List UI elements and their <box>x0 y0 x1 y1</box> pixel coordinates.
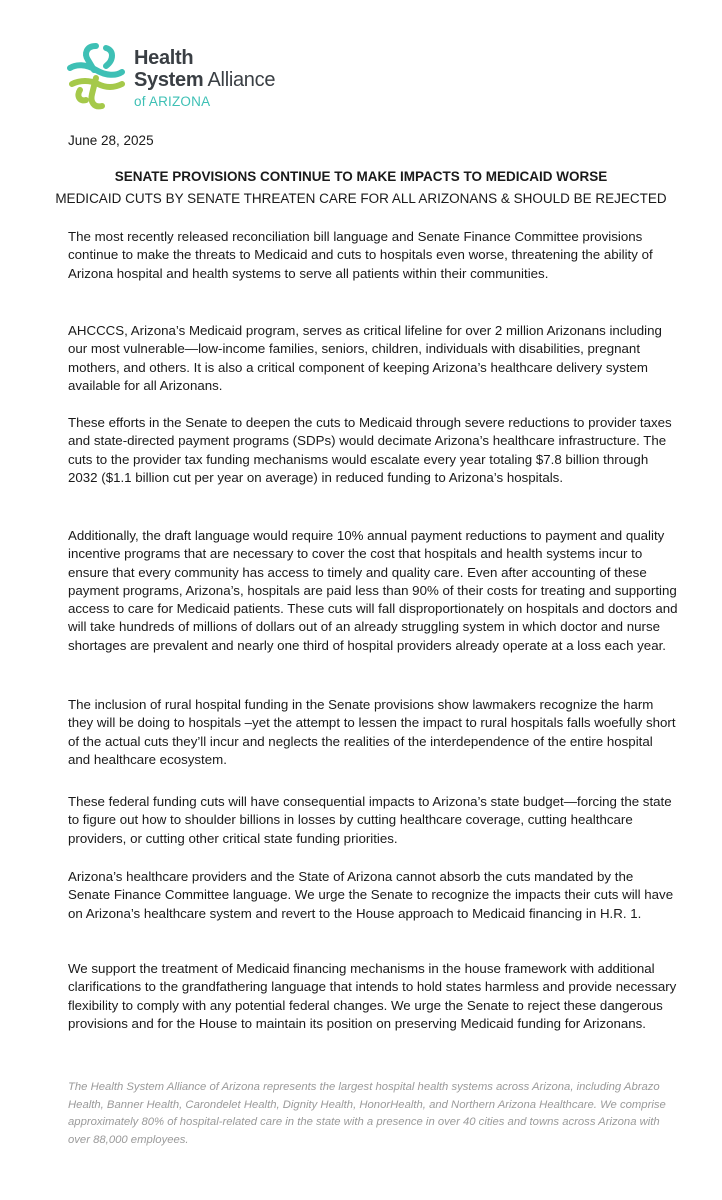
paragraph-6: These federal funding cuts will have consequential impacts to Arizona’s state budget—forcing the state to figure out how to shoulder billions in losses by cutting healthcare coverage, cutting healthcare providers, or cutting other critical state funding priorities. <box>68 794 672 846</box>
logo-line-of-arizona: of ARIZONA <box>134 94 211 109</box>
logo-line-system-alliance <box>134 70 275 92</box>
paragraph-1: The most recently released reconciliation bill language and Senate Finance Committee provisions continue to make the threats to Medicaid and cuts to hospitals even worse, threatening the ability of Arizona hospital and health systems to serve all patients within their communities. <box>68 229 653 281</box>
paragraph-8: We support the treatment of Medicaid financing mechanisms in the house framework with additional clarifications to the grandfathering language that intends to hold states harmless and provide necessary flexibility to comply with any potential federal changes. We urge the Senate to reject these dangerous provisions and for the House to maintain its position on preserving Medicaid funding for Arizonans. <box>68 961 677 1031</box>
paragraph-5: The inclusion of rural hospital funding in the Senate provisions show lawmakers recognize the harm they will be doing to hospitals –yet the attempt to lessen the impact to rural hospitals falls woefully short of the actual cuts they’ll incur and neglects the realities of the interdependence of the entire hospital and healthcare ecosystem. <box>68 697 676 767</box>
document-title: SENATE PROVISIONS CONTINUE TO MAKE IMPACTS TO MEDICAID WORSE <box>114 169 608 184</box>
health-cross-logo-icon <box>66 40 126 112</box>
logo-line-health: Health <box>134 47 194 69</box>
paragraph-3: These efforts in the Senate to deepen the cuts to Medicaid through severe reductions to provider taxes and state-directed payment programs (SDPs) would decimate Arizona’s healthcare infrastructure. The cuts to the provider tax funding mechanisms would escalate every year totaling $7.8 billion through 2032 ($1.1 billion cut per year on average) in reduced funding to Arizona’s hospitals. <box>68 415 672 485</box>
document-subtitle: MEDICAID CUTS BY SENATE THREATEN CARE FOR ALL ARIZONANS & SHOULD BE REJECTED <box>55 191 667 206</box>
organization-footnote: The Health System Alliance of Arizona represents the largest hospital health systems across Arizona, including Abrazo Health, Banner Health, Carondelet Health, Dignity Health, HonorHealth, and Northern Arizona Healthcare. We comprise approximately 80% of hospital-related care in the state with a presence in over 40 cities and towns across Arizona with over 88,000 employees. <box>68 1081 666 1147</box>
logo-word-system: System <box>134 69 204 91</box>
organization-logo <box>66 40 286 112</box>
paragraph-4: Additionally, the draft language would require 10% annual payment reductions to payment and quality incentive programs that are necessary to cover the cost that hospitals and health systems incur to ensure that every community has access to timely and quality care. Even after accounting of these payment programs, Arizona’s, hospitals are paid less than 90% of their costs for treating and supporting access to care for Medicaid patients. These cuts will fall disproportionately on hospitals and doctors and will take hundreds of millions of dollars out of an already struggling system in which doctor and nurse shortages are prevalent and nearly one third of hospital providers already operate at a loss each year. <box>68 528 678 653</box>
logo-wordmark <box>134 48 275 109</box>
logo-word-alliance: Alliance <box>203 69 276 91</box>
document-date: June 28, 2025 <box>68 133 154 148</box>
paragraph-7: Arizona’s healthcare providers and the State of Arizona cannot absorb the cuts mandated by the Senate Finance Committee language. We urge the Senate to recognize the impacts their cuts will have on Arizona’s healthcare system and revert to the House approach to Medicaid financing in H.R. 1. <box>68 869 674 921</box>
paragraph-2: AHCCCS, Arizona’s Medicaid program, serves as critical lifeline for over 2 million Arizonans including our most vulnerable—low-income families, seniors, children, individuals with disabilities, pregnant mothers, and others. It is also a critical component of keeping Arizona’s healthcare delivery system available for all Arizonans. <box>68 323 662 393</box>
